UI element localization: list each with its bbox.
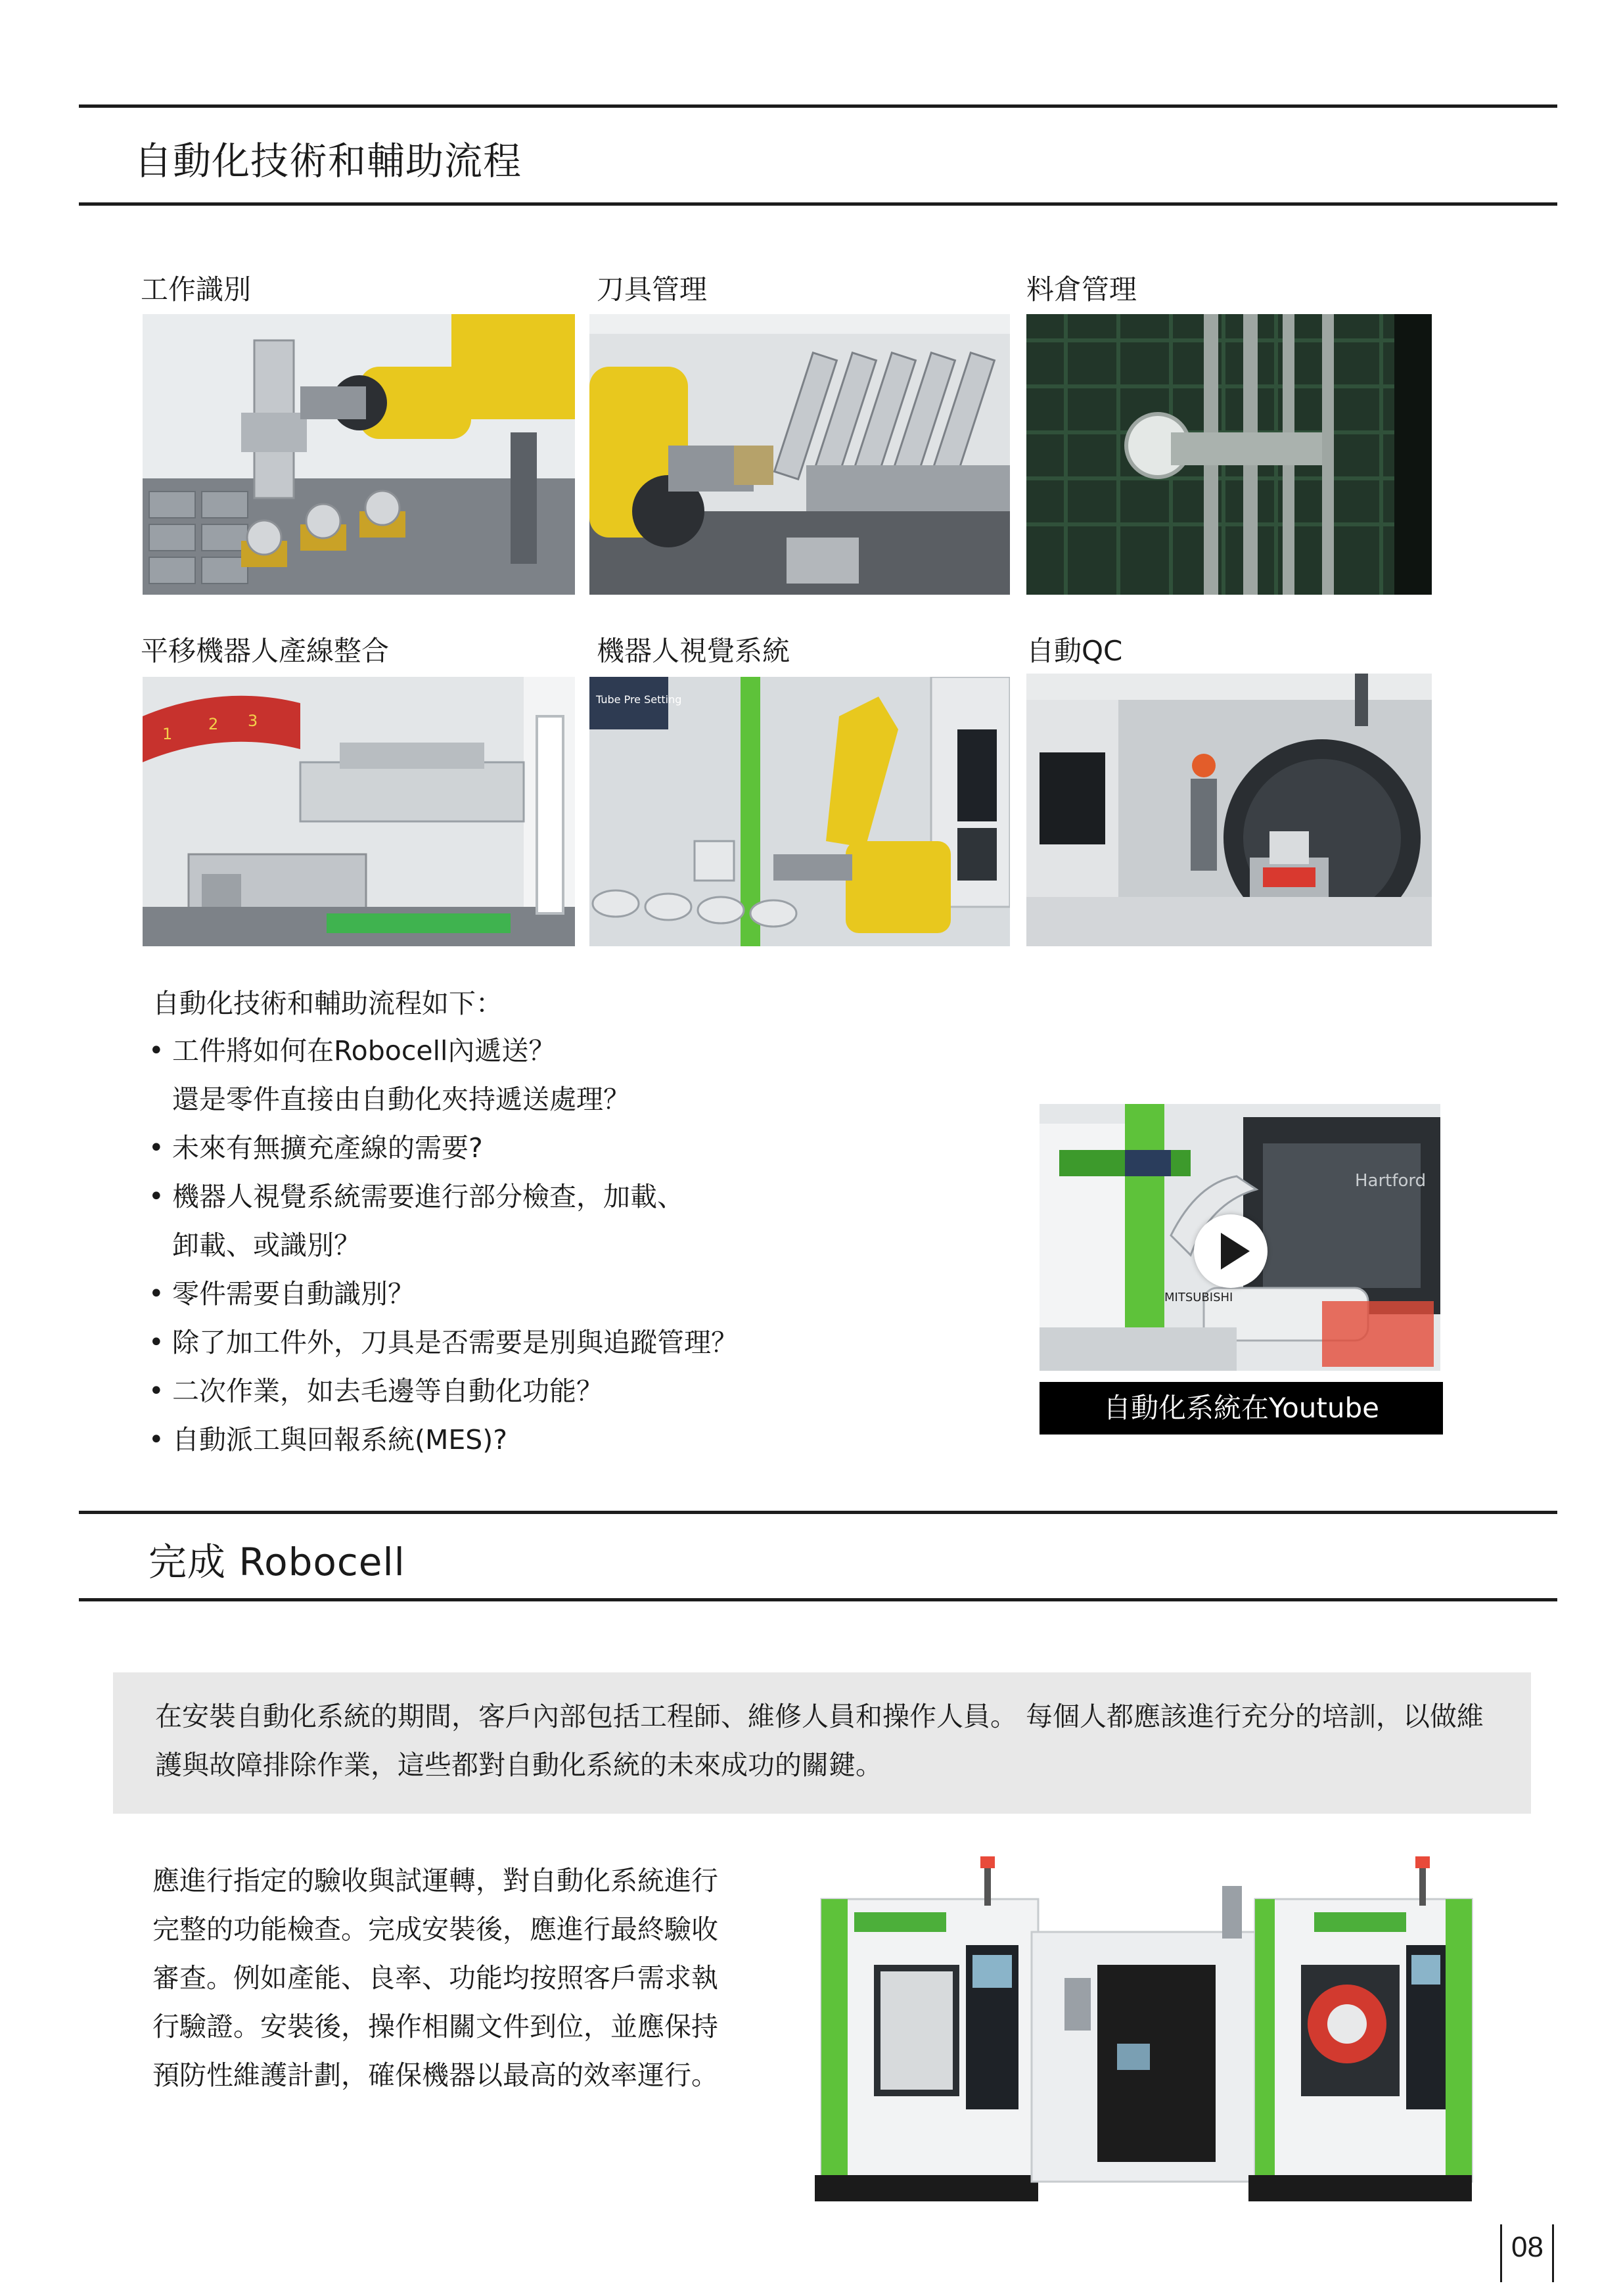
youtube-video-thumbnail[interactable] [1040, 1104, 1440, 1371]
caption-gantry-robot-integration: 平移機器人產線整合 [141, 635, 390, 667]
caption-tool-management: 刀具管理 [597, 273, 708, 306]
section-rule [79, 1598, 1557, 1601]
training-note-box [113, 1672, 1531, 1814]
list-item [149, 1270, 738, 1318]
photo-magazine-management [1026, 314, 1432, 595]
section-rule [79, 202, 1557, 206]
photo-tool-management [589, 314, 1010, 595]
bullet-icon: • [149, 1182, 164, 1212]
list-item-line: 機器人視覺系統需要進行部分檢查，加載、 [172, 1181, 684, 1212]
photo-gantry-robot [143, 677, 575, 946]
list-item [149, 1367, 738, 1415]
video-robot-brand: MITSUBISHI [1164, 1291, 1233, 1304]
caption-work-identification: 工作識別 [141, 273, 252, 306]
list-item [149, 1172, 738, 1270]
top-rule [79, 104, 1557, 108]
section-rule [79, 1511, 1557, 1514]
list-item-line: 零件需要自動識別？ [172, 1278, 415, 1310]
list-item-line: 自動派工與回報系統(MES)? [172, 1424, 508, 1456]
page-number: 08 [1511, 2231, 1543, 2263]
acceptance-text: 應進行指定的驗收與試運轉，對自動化系統進行完整的功能檢查。完成安裝後，應進行最終驗收審查。例如產能、良率、功能均按照客戶需求執行驗證。安裝後，操作相關文件到位，並應保持預防性維護計劃，確保機器以最高的效率運行。 [152, 1865, 718, 2091]
page-number-bar-left [1500, 2224, 1502, 2282]
caption-auto-qc: 自動QC [1026, 635, 1123, 667]
list-item-line: 二次作業，如去毛邊等自動化功能？ [172, 1375, 603, 1407]
svg-text:3: 3 [248, 712, 258, 730]
caption-robot-vision: 機器人視覺系統 [597, 635, 790, 667]
list-item [149, 1124, 738, 1172]
photo-auto-qc [1026, 674, 1432, 946]
list-item [149, 1026, 738, 1124]
bullet-icon: • [149, 1425, 164, 1455]
bullet-icon: • [149, 1279, 164, 1309]
tool-presetting-sign: Tube Pre Setting [596, 693, 682, 706]
svg-text:1: 1 [162, 725, 173, 743]
photo-robot-vision [589, 677, 1010, 946]
section-title-automation: 自動化技術和輔助流程 [134, 139, 522, 183]
svg-text:2: 2 [208, 715, 219, 733]
caption-magazine-management: 料倉管理 [1026, 273, 1137, 306]
list-item-line: 工件將如何在Robocell內遞送？ [172, 1035, 556, 1067]
list-item-line: 除了加工件外，刀具是否需要是別與追蹤管理？ [172, 1327, 738, 1358]
bullet-icon: • [149, 1327, 164, 1358]
list-item [149, 1318, 738, 1367]
section-title-robocell: 完成 Robocell [149, 1540, 405, 1584]
list-item-line-continued: 還是零件直接由自動化夾持遞送處理？ [172, 1084, 630, 1115]
photo-work-identification [143, 314, 575, 595]
bullet-icon: • [149, 1133, 164, 1163]
bullet-icon: • [149, 1036, 164, 1066]
list-item [149, 1415, 738, 1464]
youtube-caption-link[interactable]: 自動化系統在Youtube [1040, 1382, 1443, 1435]
question-list [149, 1026, 738, 1464]
intro-text: 自動化技術和輔助流程如下： [152, 988, 503, 1019]
list-item-line: 未來有無擴充產線的需要? [172, 1132, 483, 1164]
photo-robocell-machines [815, 1847, 1498, 2215]
training-text: 在安裝自動化系統的期間，客戶內部包括工程師、維修人員和操作人員。 每個人都應該進行充分的培訓，以做維護與故障排除作業，這些都對自動化系統的未來成功的關鍵。 [155, 1701, 1484, 1781]
page-number-bar-right [1552, 2224, 1554, 2282]
list-item-line-continued: 卸載、或識別？ [172, 1229, 361, 1261]
bullet-icon: • [149, 1376, 164, 1406]
play-icon[interactable] [1194, 1214, 1268, 1288]
video-brand-label: Hartford [1355, 1171, 1427, 1191]
